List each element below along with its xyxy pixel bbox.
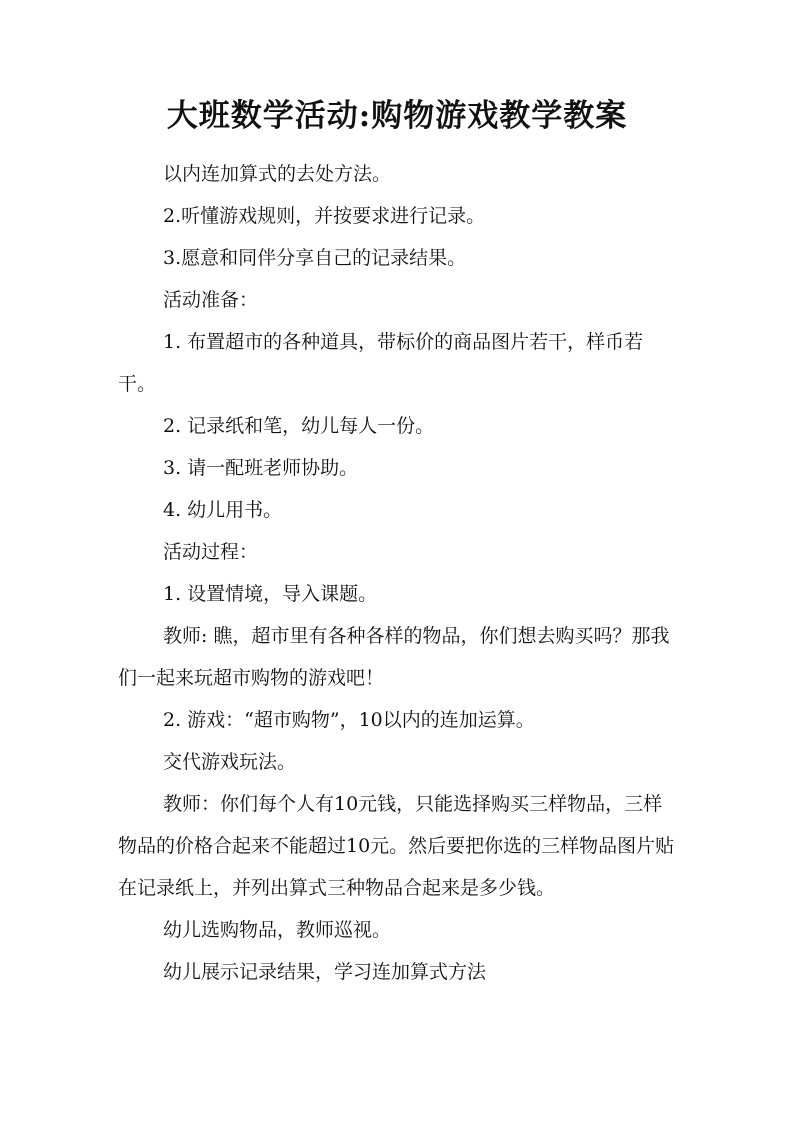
paragraph: 4. 幼儿用书。 [163,499,283,521]
document-body [118,153,678,993]
paragraph: 3. 请一配班老师协助。 [163,457,359,479]
paragraph: 幼儿选购物品，教师巡视。 [163,919,392,941]
paragraph: 3.愿意和同伴分享自己的记录结果。 [163,247,467,269]
paragraph: 幼儿展示记录结果，学习连加算式方法 [163,961,487,983]
paragraph: 1. 布置超市的各种道具，带标价的商品图片若干，样币若干。 [118,331,644,395]
paragraph: 2. 记录纸和笔，幼儿每人一份。 [163,415,435,437]
paragraph: 交代游戏玩法。 [163,751,297,773]
paragraph: 2. 游戏：“超市购物”，10以内的连加运算。 [163,709,535,731]
paragraph: 2.听懂游戏规则，并按要求进行记录。 [163,205,486,227]
paragraph: 活动准备： [163,289,259,311]
paragraph: 教师: 瞧，超市里有各种各样的物品，你们想去购买吗？那我们一起来玩超市购物的游戏吧！ [118,625,670,689]
paragraph: 活动过程： [163,541,259,563]
document-title: 大班数学活动:购物游戏教学教案 [166,98,628,134]
paragraph: 教师：你们每个人有10元钱，只能选择购买三样物品，三样物品的价格合起来不能超过10元。然后要把你选的三样物品图片贴在记录纸上，并列出算式三种物品合起来是多少钱。 [118,793,675,899]
paragraph: 以内连加算式的去处方法。 [163,163,392,185]
paragraph: 1. 设置情境，导入课题。 [163,583,378,605]
